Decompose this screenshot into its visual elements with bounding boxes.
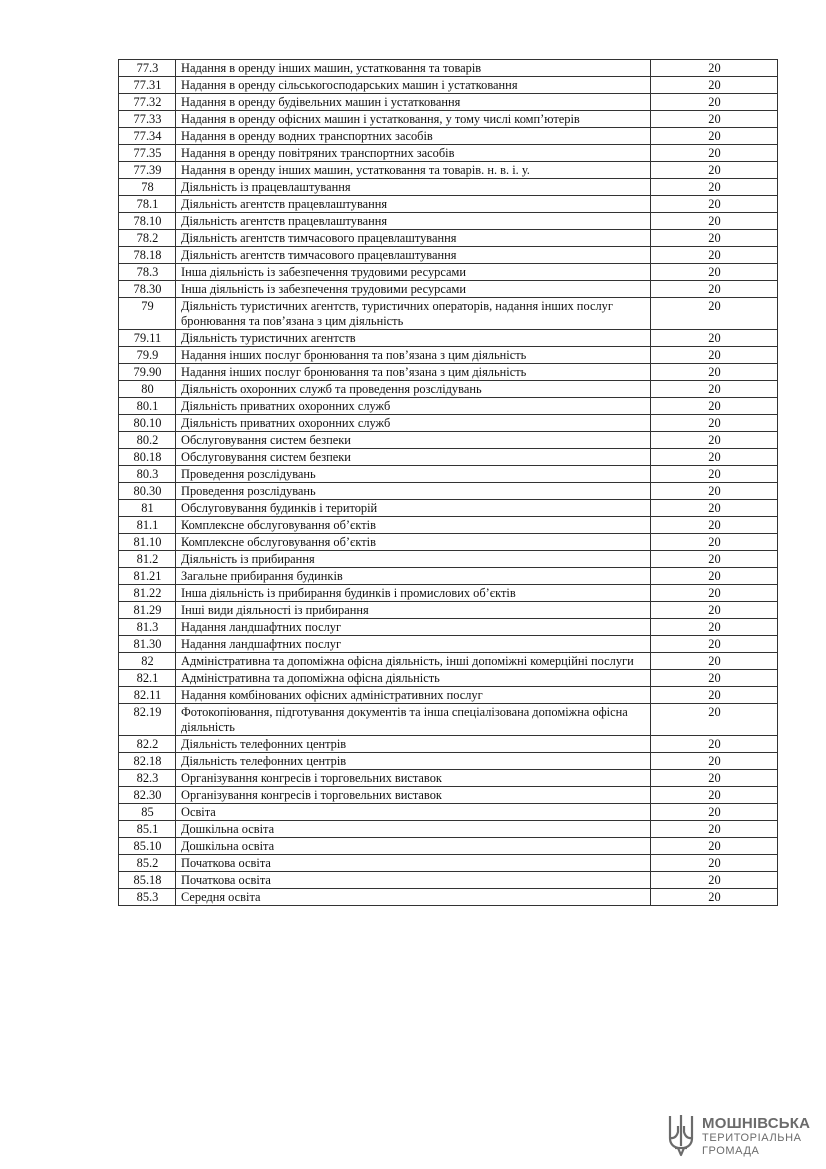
code-cell: 85.3 — [119, 889, 176, 906]
table-row — [119, 889, 778, 906]
code-cell: 77.39 — [119, 162, 176, 179]
table-row — [119, 449, 778, 466]
code-cell: 80.18 — [119, 449, 176, 466]
table-row — [119, 230, 778, 247]
name-cell: Проведення розслідувань — [176, 483, 651, 500]
name-cell: Надання комбінованих офісних адміністративних послуг — [176, 687, 651, 704]
name-cell: Надання інших послуг бронювання та пов’язана з цим діяльність — [176, 347, 651, 364]
rate-cell: 20 — [651, 821, 778, 838]
name-cell: Діяльність охоронних служб та проведення розслідувань — [176, 381, 651, 398]
table-row — [119, 551, 778, 568]
rate-cell: 20 — [651, 500, 778, 517]
table-row — [119, 602, 778, 619]
table-row — [119, 753, 778, 770]
rate-cell: 20 — [651, 162, 778, 179]
rate-cell: 20 — [651, 415, 778, 432]
table-row — [119, 534, 778, 551]
name-cell: Діяльність телефонних центрів — [176, 753, 651, 770]
code-cell: 81.1 — [119, 517, 176, 534]
table-row — [119, 247, 778, 264]
table-row — [119, 196, 778, 213]
code-cell: 80.10 — [119, 415, 176, 432]
name-cell: Інша діяльність із забезпечення трудовими ресурсами — [176, 281, 651, 298]
rate-cell: 20 — [651, 60, 778, 77]
name-cell: Надання в оренду будівельних машин і устатковання — [176, 94, 651, 111]
name-cell: Дошкільна освіта — [176, 838, 651, 855]
table-row — [119, 179, 778, 196]
table-row — [119, 804, 778, 821]
name-cell: Надання в оренду повітряних транспортних засобів — [176, 145, 651, 162]
code-cell: 85.2 — [119, 855, 176, 872]
rate-cell: 20 — [651, 128, 778, 145]
code-cell: 85.10 — [119, 838, 176, 855]
code-cell: 77.3 — [119, 60, 176, 77]
name-cell: Освіта — [176, 804, 651, 821]
code-cell: 77.34 — [119, 128, 176, 145]
rate-cell: 20 — [651, 602, 778, 619]
rate-cell: 20 — [651, 483, 778, 500]
org-name-line3: ГРОМАДА — [702, 1145, 760, 1157]
table-row — [119, 364, 778, 381]
table-row — [119, 619, 778, 636]
rate-cell: 20 — [651, 330, 778, 347]
table-row — [119, 687, 778, 704]
code-cell: 78.10 — [119, 213, 176, 230]
table-row — [119, 111, 778, 128]
code-cell: 77.33 — [119, 111, 176, 128]
name-cell: Адміністративна та допоміжна офісна діяльність — [176, 670, 651, 687]
name-cell: Діяльність туристичних агентств — [176, 330, 651, 347]
org-name-line2: ТЕРИТОРІАЛЬНА — [702, 1132, 802, 1144]
code-cell: 79 — [119, 298, 176, 330]
rate-cell: 20 — [651, 111, 778, 128]
code-cell: 80.2 — [119, 432, 176, 449]
table-row — [119, 670, 778, 687]
name-cell: Діяльність агентств працевлаштування — [176, 196, 651, 213]
code-cell: 85.1 — [119, 821, 176, 838]
table-row — [119, 298, 778, 330]
table-row — [119, 162, 778, 179]
rate-cell: 20 — [651, 653, 778, 670]
code-cell: 81.29 — [119, 602, 176, 619]
table-row — [119, 94, 778, 111]
table-row — [119, 855, 778, 872]
name-cell: Обслуговування будинків і територій — [176, 500, 651, 517]
name-cell: Діяльність агентств тимчасового працевлаштування — [176, 230, 651, 247]
name-cell: Діяльність агентств тимчасового працевлаштування — [176, 247, 651, 264]
table-row — [119, 736, 778, 753]
code-cell: 82.30 — [119, 787, 176, 804]
table-row — [119, 432, 778, 449]
table-row — [119, 585, 778, 602]
rate-cell: 20 — [651, 179, 778, 196]
name-cell: Початкова освіта — [176, 855, 651, 872]
name-cell: Надання ландшафтних послуг — [176, 619, 651, 636]
rate-cell: 20 — [651, 636, 778, 653]
rate-cell: 20 — [651, 347, 778, 364]
table-row — [119, 213, 778, 230]
name-cell: Обслуговування систем безпеки — [176, 432, 651, 449]
rate-cell: 20 — [651, 551, 778, 568]
code-cell: 78.30 — [119, 281, 176, 298]
trident-icon — [666, 1112, 696, 1158]
name-cell: Організування конгресів і торговельних виставок — [176, 770, 651, 787]
code-cell: 82.2 — [119, 736, 176, 753]
code-cell: 79.9 — [119, 347, 176, 364]
table-row — [119, 838, 778, 855]
table-row — [119, 60, 778, 77]
rate-cell: 20 — [651, 787, 778, 804]
rate-cell: 20 — [651, 466, 778, 483]
table-row — [119, 483, 778, 500]
code-cell: 77.31 — [119, 77, 176, 94]
rate-cell: 20 — [651, 298, 778, 330]
name-cell: Проведення розслідувань — [176, 466, 651, 483]
table-row — [119, 264, 778, 281]
rate-cell: 20 — [651, 838, 778, 855]
table-row — [119, 381, 778, 398]
code-cell: 81.10 — [119, 534, 176, 551]
code-cell: 79.90 — [119, 364, 176, 381]
code-cell: 80.1 — [119, 398, 176, 415]
code-cell: 78.2 — [119, 230, 176, 247]
name-cell: Початкова освіта — [176, 872, 651, 889]
name-cell: Діяльність приватних охоронних служб — [176, 398, 651, 415]
kved-table-body — [119, 60, 778, 906]
name-cell: Надання в оренду водних транспортних засобів — [176, 128, 651, 145]
table-row — [119, 500, 778, 517]
name-cell: Інша діяльність із прибирання будинків і промислових об’єктів — [176, 585, 651, 602]
rate-cell: 20 — [651, 889, 778, 906]
code-cell: 78 — [119, 179, 176, 196]
name-cell: Середня освіта — [176, 889, 651, 906]
table-row — [119, 517, 778, 534]
code-cell: 77.35 — [119, 145, 176, 162]
code-cell: 80.3 — [119, 466, 176, 483]
table-row — [119, 128, 778, 145]
table-row — [119, 330, 778, 347]
table-row — [119, 281, 778, 298]
name-cell: Організування конгресів і торговельних виставок — [176, 787, 651, 804]
rate-cell: 20 — [651, 398, 778, 415]
code-cell: 81 — [119, 500, 176, 517]
table-row — [119, 145, 778, 162]
rate-cell: 20 — [651, 230, 778, 247]
name-cell: Діяльність із працевлаштування — [176, 179, 651, 196]
name-cell: Загальне прибирання будинків — [176, 568, 651, 585]
code-cell: 82.18 — [119, 753, 176, 770]
rate-cell: 20 — [651, 517, 778, 534]
name-cell: Обслуговування систем безпеки — [176, 449, 651, 466]
name-cell: Адміністративна та допоміжна офісна діяльність, інші допоміжні комерційні послуги — [176, 653, 651, 670]
rate-cell: 20 — [651, 753, 778, 770]
table-row — [119, 636, 778, 653]
code-cell: 81.3 — [119, 619, 176, 636]
org-name-line1: МОШНІВСЬКА — [702, 1115, 811, 1132]
name-cell: Надання в оренду інших машин, устатковання та товарів. н. в. і. у. — [176, 162, 651, 179]
rate-cell: 20 — [651, 364, 778, 381]
table-row — [119, 787, 778, 804]
name-cell: Інша діяльність із забезпечення трудовими ресурсами — [176, 264, 651, 281]
rate-cell: 20 — [651, 585, 778, 602]
rate-cell: 20 — [651, 855, 778, 872]
rate-cell: 20 — [651, 670, 778, 687]
code-cell: 81.22 — [119, 585, 176, 602]
code-cell: 82.3 — [119, 770, 176, 787]
rate-cell: 20 — [651, 432, 778, 449]
name-cell: Діяльність телефонних центрів — [176, 736, 651, 753]
rate-cell: 20 — [651, 381, 778, 398]
rate-cell: 20 — [651, 687, 778, 704]
kved-table — [118, 59, 778, 906]
rate-cell: 20 — [651, 704, 778, 736]
code-cell: 82.1 — [119, 670, 176, 687]
code-cell: 78.3 — [119, 264, 176, 281]
table-row — [119, 770, 778, 787]
name-cell: Дошкільна освіта — [176, 821, 651, 838]
rate-cell: 20 — [651, 534, 778, 551]
name-cell: Надання в оренду офісних машин і устатковання, у тому числі комп’ютерів — [176, 111, 651, 128]
name-cell: Комплексне обслуговування об’єктів — [176, 517, 651, 534]
code-cell: 85.18 — [119, 872, 176, 889]
name-cell: Надання в оренду інших машин, устатковання та товарів — [176, 60, 651, 77]
code-cell: 81.21 — [119, 568, 176, 585]
name-cell: Діяльність приватних охоронних служб — [176, 415, 651, 432]
table-row — [119, 704, 778, 736]
table-row — [119, 415, 778, 432]
code-cell: 81.30 — [119, 636, 176, 653]
code-cell: 82.19 — [119, 704, 176, 736]
code-cell: 80 — [119, 381, 176, 398]
rate-cell: 20 — [651, 449, 778, 466]
code-cell: 78.18 — [119, 247, 176, 264]
name-cell: Діяльність туристичних агентств, туристичних операторів, надання інших послуг бронювання та пов’язана з цим діяльність — [176, 298, 651, 330]
rate-cell: 20 — [651, 619, 778, 636]
name-cell: Комплексне обслуговування об’єктів — [176, 534, 651, 551]
rate-cell: 20 — [651, 94, 778, 111]
table-row — [119, 398, 778, 415]
org-name — [702, 1116, 810, 1157]
table-row — [119, 872, 778, 889]
rate-cell: 20 — [651, 213, 778, 230]
table-row — [119, 653, 778, 670]
table-row — [119, 821, 778, 838]
rate-cell: 20 — [651, 804, 778, 821]
name-cell: Фотокопіювання, підготування документів та інша спеціалізована допоміжна офісна діяльність — [176, 704, 651, 736]
code-cell: 77.32 — [119, 94, 176, 111]
table-row — [119, 347, 778, 364]
rate-cell: 20 — [651, 736, 778, 753]
table-row — [119, 466, 778, 483]
name-cell: Діяльність із прибирання — [176, 551, 651, 568]
table-row — [119, 568, 778, 585]
name-cell: Надання в оренду сільськогосподарських машин і устатковання — [176, 77, 651, 94]
rate-cell: 20 — [651, 568, 778, 585]
rate-cell: 20 — [651, 196, 778, 213]
rate-cell: 20 — [651, 872, 778, 889]
rate-cell: 20 — [651, 145, 778, 162]
code-cell: 78.1 — [119, 196, 176, 213]
rate-cell: 20 — [651, 281, 778, 298]
footer-logo — [666, 1112, 816, 1162]
name-cell: Інші види діяльності із прибирання — [176, 602, 651, 619]
name-cell: Надання інших послуг бронювання та пов’язана з цим діяльність — [176, 364, 651, 381]
code-cell: 85 — [119, 804, 176, 821]
name-cell: Надання ландшафтних послуг — [176, 636, 651, 653]
code-cell: 79.11 — [119, 330, 176, 347]
rate-cell: 20 — [651, 247, 778, 264]
name-cell: Діяльність агентств працевлаштування — [176, 213, 651, 230]
code-cell: 82 — [119, 653, 176, 670]
rate-cell: 20 — [651, 77, 778, 94]
table-row — [119, 77, 778, 94]
rate-cell: 20 — [651, 264, 778, 281]
code-cell: 80.30 — [119, 483, 176, 500]
code-cell: 81.2 — [119, 551, 176, 568]
rate-cell: 20 — [651, 770, 778, 787]
code-cell: 82.11 — [119, 687, 176, 704]
